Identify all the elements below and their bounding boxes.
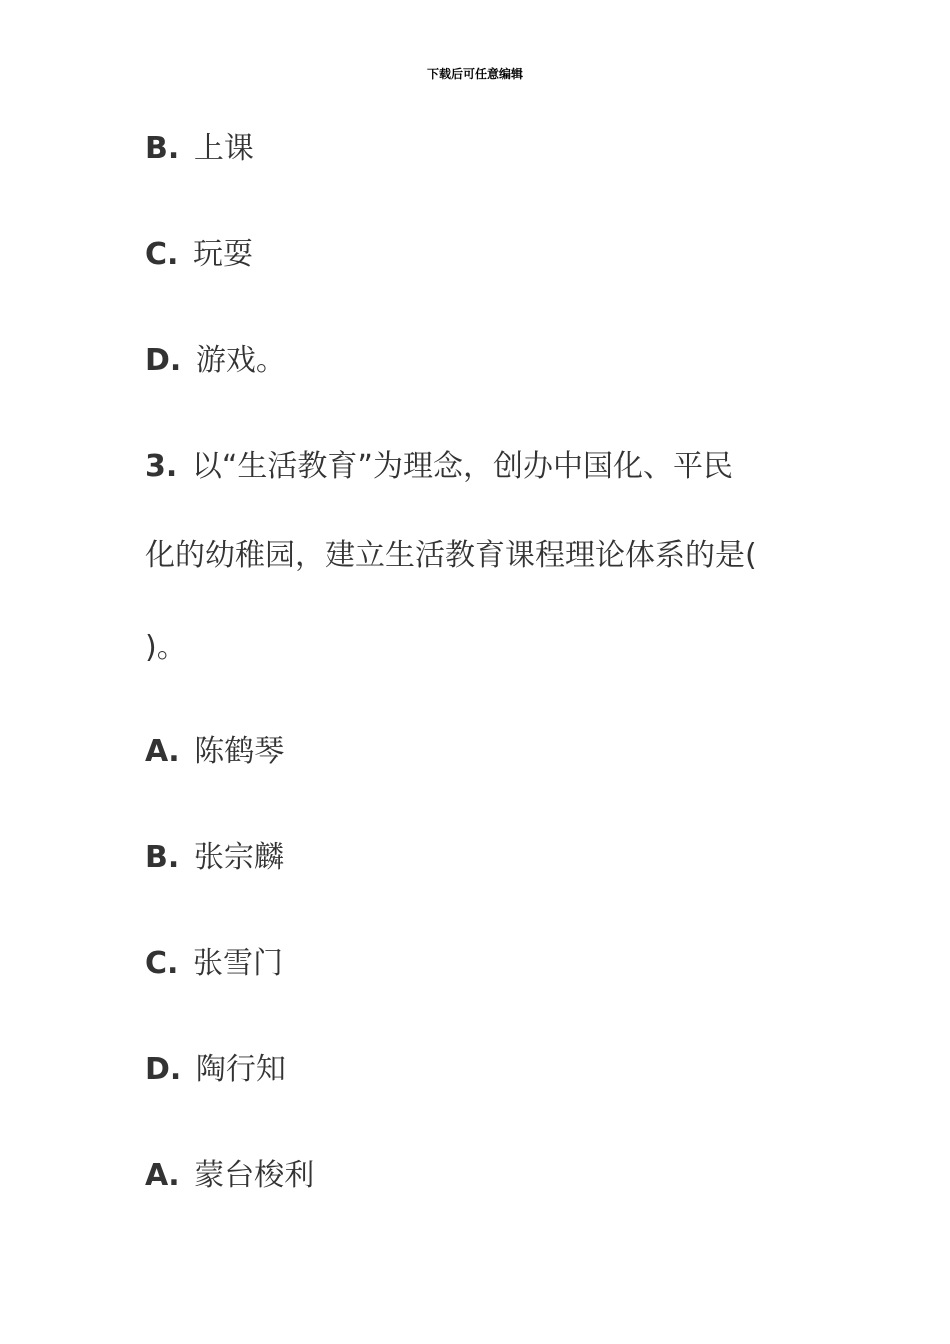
question-3-line-3 bbox=[145, 628, 187, 668]
option-separator: . bbox=[167, 237, 179, 272]
option-b-prev bbox=[145, 129, 254, 169]
option-a-next bbox=[145, 1156, 314, 1196]
page-header-note: 下载后可任意编辑 bbox=[426, 67, 523, 81]
question-text-line-1: 以“生活教育”为理念，创办中国化、平民 bbox=[191, 449, 733, 484]
option-letter: C bbox=[145, 946, 168, 981]
option-c-prev bbox=[145, 235, 253, 275]
option-a bbox=[145, 732, 284, 772]
option-text: 游戏。 bbox=[195, 343, 286, 378]
option-text: 张雪门 bbox=[193, 946, 284, 981]
option-separator: . bbox=[167, 946, 179, 981]
option-c bbox=[145, 944, 283, 984]
option-separator: . bbox=[169, 343, 182, 378]
question-3-line-1 bbox=[145, 447, 733, 487]
option-text: 蒙台梭利 bbox=[194, 1158, 315, 1193]
option-b bbox=[145, 838, 284, 878]
option-letter: B bbox=[145, 131, 168, 166]
option-text: 陈鹤琴 bbox=[194, 734, 285, 769]
option-text: 陶行知 bbox=[195, 1052, 286, 1087]
option-letter: D bbox=[145, 343, 170, 378]
option-separator: . bbox=[168, 734, 180, 769]
option-d-prev bbox=[145, 341, 286, 381]
option-letter: C bbox=[145, 237, 168, 272]
option-letter: B bbox=[145, 840, 168, 875]
question-text-line-2: 化的幼稚园，建立生活教育课程理论体系的是( bbox=[145, 538, 757, 573]
option-letter: A bbox=[145, 734, 169, 769]
option-text: 张宗麟 bbox=[193, 840, 284, 875]
option-text: 玩耍 bbox=[193, 237, 254, 272]
question-text-line-3: )。 bbox=[145, 630, 187, 665]
option-separator: . bbox=[169, 1052, 182, 1087]
option-text: 上课 bbox=[193, 131, 254, 166]
option-separator: . bbox=[167, 840, 180, 875]
option-separator: . bbox=[167, 131, 180, 166]
option-letter: A bbox=[145, 1158, 169, 1193]
option-separator: . bbox=[168, 1158, 180, 1193]
question-number: 3 bbox=[145, 449, 166, 484]
option-letter: D bbox=[145, 1052, 170, 1087]
question-separator: . bbox=[165, 449, 178, 484]
question-3-line-2 bbox=[145, 536, 757, 576]
option-d bbox=[145, 1050, 286, 1090]
